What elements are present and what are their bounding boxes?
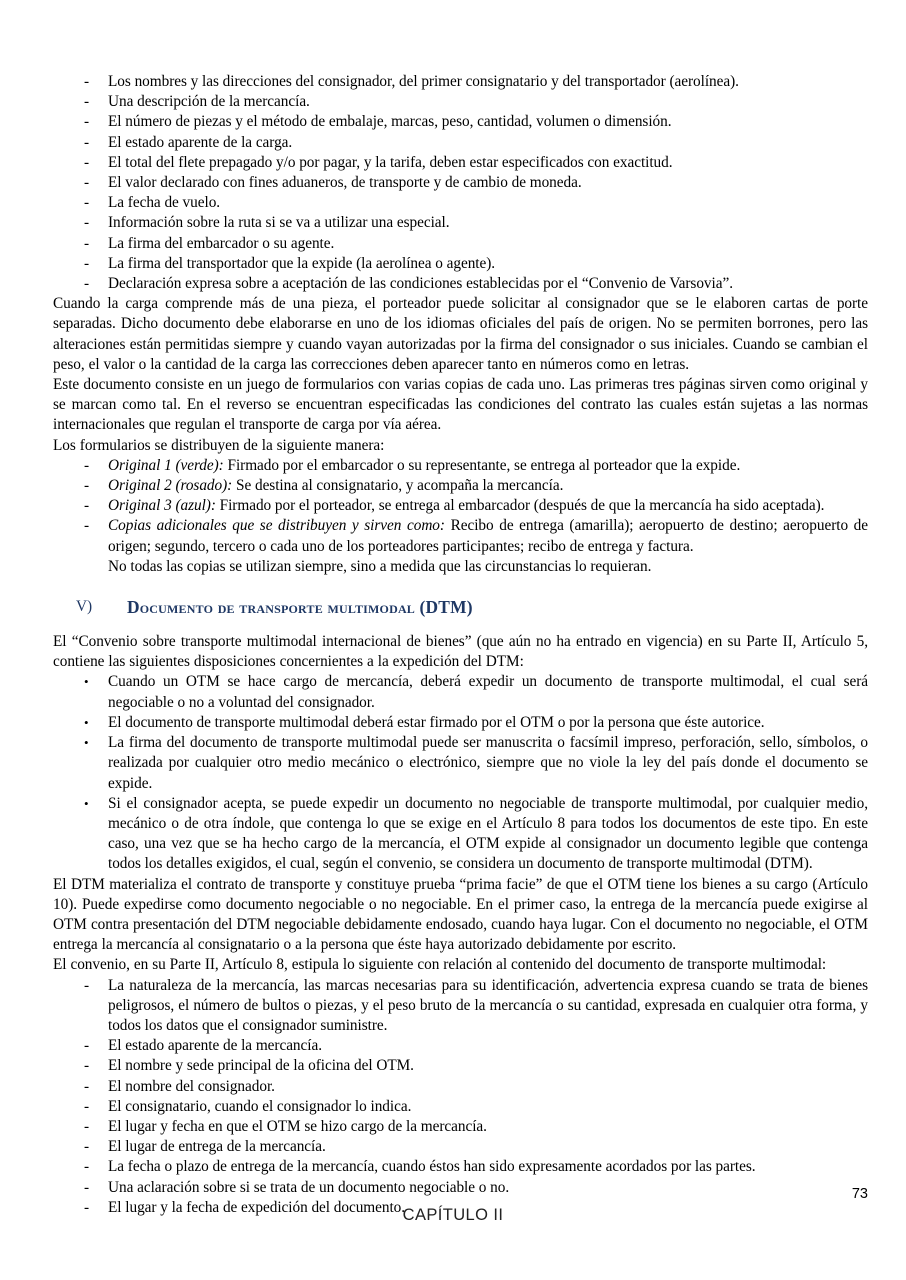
dash-bullet-icon — [84, 456, 100, 476]
dash-bullet-icon — [84, 1157, 100, 1177]
list-item — [53, 976, 868, 1037]
list-item-text: La fecha de vuelo. — [108, 194, 221, 212]
dash-bullet-icon — [84, 1097, 100, 1117]
paragraph-forms-intro: Los formularios se distribuyen de la siguiente manera: — [53, 436, 385, 454]
list-item-text: El total del flete prepagado y/o por pagar, y la tarifa, deben estar especificados con exactitud. — [108, 153, 673, 171]
section-heading-dtm — [53, 596, 868, 618]
dash-bullet-icon — [84, 274, 100, 294]
list-item-text: Cuando un OTM se hace cargo de mercancía, deberá expedir un documento de transporte multimodal, el cual será negociable o no a voluntad del consignador. — [108, 673, 868, 711]
dash-bullet-icon — [84, 72, 100, 92]
list-item — [53, 153, 868, 173]
dash-bullet-icon — [84, 1056, 100, 1076]
list-item-text: Si el consignador acepta, se puede expedir un documento no negociable de transporte multimodal, por cualquier medio, mecánico o de otra índole, que contenga lo que se exige en el Artículo 8 para todos los documentos de este tipo. En este caso, una vez que se ha hecho cargo de la mercancía, el OTM expide al consignador un documento legible que contenga todos los detalles exigidos, el cual, según el convenio, se considera un documento de transporte multimodal (DTM). — [108, 794, 868, 873]
list-item-text: La firma del embarcador o su agente. — [108, 234, 335, 252]
list-item-text: El consignatario, cuando el consignador lo indica. — [108, 1097, 412, 1115]
paragraph-cargo-pieces: Cuando la carga comprende más de una pieza, el porteador puede solicitar al consignador que se le elaboren cartas de porte separadas. Dicho documento debe elaborarse en uno de los idiomas oficiales del país de origen. No se permiten borrones, pero las alteraciones están permitidas siempre y cuando vayan autorizadas por la firma del consignador o sus iniciales. Cuando se cambian el peso, el valor o la cantidad de la carga las correcciones deben aparecer tanto en números como en letras. — [53, 295, 868, 373]
list-item-text: Una aclaración sobre si se trata de un documento negociable o no. — [108, 1178, 510, 1196]
list-item — [53, 274, 868, 294]
list-item-text: La fecha o plazo de entrega de la mercancía, cuando éstos han sido expresamente acordados por las partes. — [108, 1158, 756, 1176]
list-item — [53, 713, 868, 733]
list-item — [53, 92, 868, 112]
dash-bullet-icon — [84, 92, 100, 112]
dash-bullet-icon — [84, 976, 100, 996]
dash-bullet-icon — [84, 173, 100, 193]
dash-bullet-icon — [84, 496, 100, 516]
list-item-text: La firma del transportador que la expide (la aerolínea o agente). — [108, 254, 496, 272]
list-item — [53, 133, 868, 153]
list-item-text: La firma del documento de transporte multimodal puede ser manuscrita o facsímil impreso, perforación, sello, símbolos, o realizada por cualquier otro medio mecánico o electrónico, siempre que no viole la ley del país donde el documento se expide. — [108, 734, 868, 792]
heading-title: Documento de transporte multimodal (DTM) — [127, 597, 473, 618]
list-item-text: Una descripción de la mercancía. — [108, 93, 310, 111]
list-item — [53, 213, 868, 233]
list-item-text: El nombre y sede principal de la oficina del OTM. — [108, 1057, 414, 1075]
list-item — [53, 496, 868, 516]
list-item — [53, 1036, 868, 1056]
list-item-lead: Original 3 (azul): — [108, 497, 216, 515]
page-content — [53, 72, 868, 1218]
dash-bullet-icon — [84, 133, 100, 153]
page-number: 73 — [851, 1186, 868, 1202]
dash-bullet-icon — [84, 476, 100, 496]
dash-bullet-icon — [84, 153, 100, 173]
awb-fields-list — [53, 72, 868, 294]
dtm-content-list — [53, 976, 868, 1218]
list-item-text: El nombre del consignador. — [108, 1077, 275, 1095]
list-item-text: El documento de transporte multimodal deberá estar firmado por el OTM o por la persona que éste autorice. — [108, 713, 765, 731]
dash-bullet-icon — [84, 112, 100, 132]
dash-bullet-icon — [84, 1117, 100, 1137]
list-item — [53, 516, 868, 577]
paragraph-dtm-article8: El convenio, en su Parte II, Artículo 8, estipula lo siguiente con relación al contenido del documento de transporte multimodal: — [53, 956, 827, 974]
paragraph-form-set: Este documento consiste en un juego de formularios con varias copias de cada uno. Las primeras tres páginas sirven como original y se marcan como tal. En el reverso se encuentran especificadas las condiciones del contrato las cuales están sujetas a las normas internacionales que regulan el transporte de carga por vía aérea. — [53, 376, 868, 434]
list-item — [53, 672, 868, 712]
paragraph-dtm-contract: El DTM materializa el contrato de transporte y constituye prueba “prima facie” de que el OTM tiene los bienes a su cargo (Artículo 10). Puede expedirse como documento negociable o no negociable. En el primer caso, la entrega de la mercancía puede exigirse al OTM contra presentación del DTM negociable debidamente endosado, cuando haya lugar. Con el documento no negociable, el OTM entrega la mercancía al consignatario o a la persona que éste haya autorizado debidamente por escrito. — [53, 875, 868, 954]
list-item-text: Los nombres y las direcciones del consignador, del primer consignatario y del transportador (aerolínea). — [108, 73, 739, 90]
list-item — [53, 1157, 868, 1177]
dash-bullet-icon — [84, 254, 100, 274]
list-item — [53, 1117, 868, 1137]
list-item-text: El número de piezas y el método de embalaje, marcas, peso, cantidad, volumen o dimensión. — [108, 113, 672, 131]
list-item-text: El lugar de entrega de la mercancía. — [108, 1138, 326, 1156]
chapter-footer: CAPÍTULO II — [402, 1206, 504, 1224]
list-item-text: Se destina al consignatario, y acompaña la mercancía. — [232, 477, 564, 495]
disc-bullet-icon — [84, 794, 100, 814]
dash-bullet-icon — [84, 1137, 100, 1157]
list-item-extra-line: No todas las copias se utilizan siempre, sino a medida que las circunstancias lo requieran. — [108, 557, 652, 575]
list-item — [53, 794, 868, 875]
heading-number: V) — [76, 598, 93, 616]
list-item — [53, 193, 868, 213]
list-item-text: El lugar y fecha en que el OTM se hizo cargo de la mercancía. — [108, 1117, 487, 1135]
list-item — [53, 1097, 868, 1117]
list-item — [53, 234, 868, 254]
list-item-lead: Original 1 (verde): — [108, 456, 224, 474]
disc-bullet-icon — [84, 713, 100, 733]
list-item-text: La naturaleza de la mercancía, las marcas necesarias para su identificación, advertencia expresa cuando se trata de bienes peligrosos, el número de bultos o piezas, y el peso bruto de la mercancía o su cantidad, expresada en cualquier otra forma, y todos los datos que el consignador suministre. — [108, 976, 868, 1034]
list-item-text: El estado aparente de la mercancía. — [108, 1037, 322, 1055]
list-item-text: El estado aparente de la carga. — [108, 133, 293, 151]
list-item — [53, 733, 868, 794]
list-item — [53, 1056, 868, 1076]
list-item-lead: Original 2 (rosado): — [108, 477, 233, 495]
list-item-text: Firmado por el porteador, se entrega al embarcador (después de que la mercancía ha sido aceptada). — [215, 497, 825, 515]
dash-bullet-icon — [84, 1036, 100, 1056]
list-item — [53, 254, 868, 274]
list-item — [53, 112, 868, 132]
list-item-text: Firmado por el embarcador o su representante, se entrega al porteador que la expide. — [223, 456, 741, 474]
dash-bullet-icon — [84, 234, 100, 254]
paragraph-dtm-intro: El “Convenio sobre transporte multimodal internacional de bienes” (que aún no ha entrado en vigencia) en su Parte II, Artículo 5, contiene las siguientes disposiciones concernientes a la expedición del DTM: — [53, 633, 868, 671]
list-item-text: Declaración expresa sobre a aceptación de las condiciones establecidas por el “Convenio de Varsovia”. — [108, 275, 733, 293]
list-item-text: El valor declarado con fines aduaneros, de transporte y de cambio de moneda. — [108, 174, 582, 192]
forms-distribution-list — [53, 456, 868, 577]
dash-bullet-icon — [84, 193, 100, 213]
list-item — [53, 456, 868, 476]
dash-bullet-icon — [84, 1178, 100, 1198]
dtm-provisions-list — [53, 672, 868, 874]
list-item — [53, 173, 868, 193]
dash-bullet-icon — [84, 516, 100, 536]
list-item — [53, 1077, 868, 1097]
list-item-lead: Copias adicionales que se distribuyen y sirven como: — [108, 517, 445, 535]
list-item — [53, 476, 868, 496]
disc-bullet-icon — [84, 733, 100, 753]
list-item-text: Recibo de entrega (amarilla); aeropuerto de destino; aeropuerto de origen; segundo, tercero o cada uno de los porteadores participantes; recibo de entrega y factura. — [108, 517, 868, 555]
dash-bullet-icon — [84, 213, 100, 233]
list-item — [53, 1178, 868, 1198]
disc-bullet-icon — [84, 672, 100, 692]
list-item-text: Información sobre la ruta si se va a utilizar una especial. — [108, 214, 450, 232]
dash-bullet-icon — [84, 1077, 100, 1097]
list-item-text: El lugar y la fecha de expedición del documento. — [108, 1198, 406, 1216]
list-item — [53, 72, 868, 92]
list-item — [53, 1137, 868, 1157]
